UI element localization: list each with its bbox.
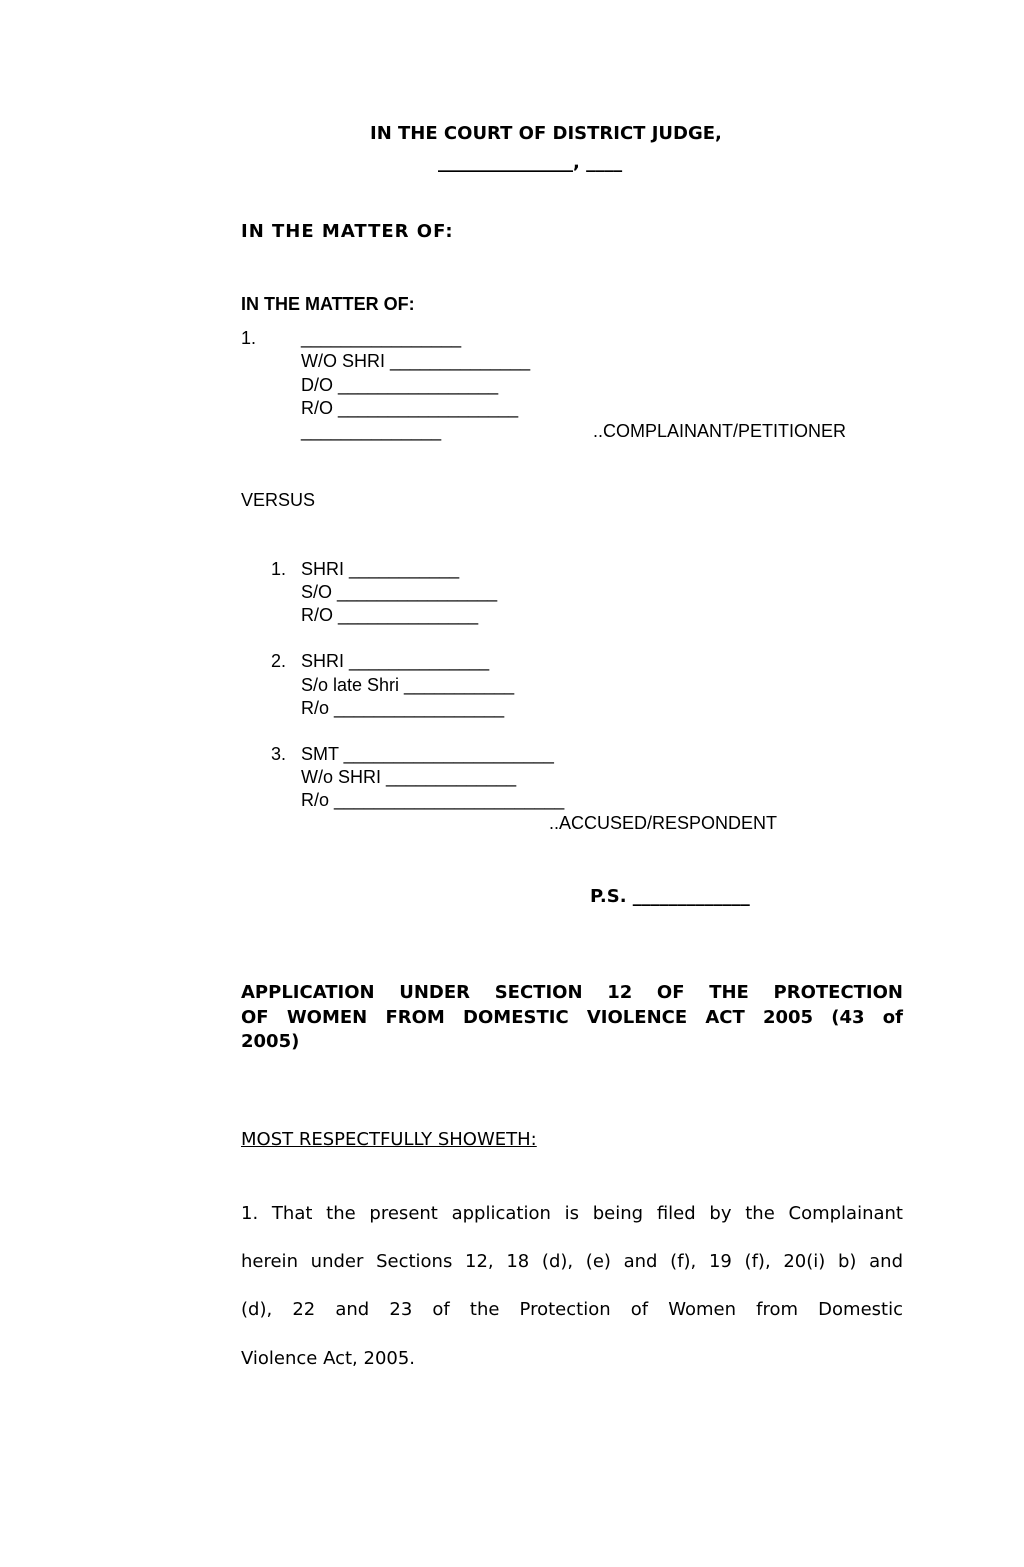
respondent-parent: S/O ________________ bbox=[301, 582, 498, 602]
paragraph-line: (d), 22 and 23 of the Protection of Women from Domestic bbox=[241, 1299, 903, 1320]
complainant-name-blank: ________________ bbox=[301, 328, 462, 348]
court-place-line: _______________, ____ bbox=[438, 152, 623, 173]
respondent-residence: R/o _________________ bbox=[301, 698, 505, 718]
showeth-heading: MOST RESPECTFULLY SHOWETH: bbox=[241, 1129, 537, 1150]
matter-heading-secondary: IN THE MATTER OF: bbox=[241, 294, 415, 314]
respondent-spouse: W/o SHRI _____________ bbox=[301, 767, 517, 787]
versus-label: VERSUS bbox=[241, 490, 316, 510]
respondent-name: SHRI ______________ bbox=[301, 651, 490, 671]
complainant-role: ..COMPLAINANT/PETITIONER bbox=[593, 421, 847, 441]
complainant-resident-of: R/O __________________ bbox=[301, 398, 519, 418]
matter-heading-primary: IN THE MATTER OF: bbox=[241, 221, 454, 242]
respondent-name: SHRI ___________ bbox=[301, 559, 460, 579]
application-title-line: APPLICATION UNDER SECTION 12 OF THE PROTECTION bbox=[241, 982, 903, 1003]
respondent-number: 2. bbox=[271, 651, 287, 671]
application-title-line: OF WOMEN FROM DOMESTIC VIOLENCE ACT 2005 (43 of bbox=[241, 1007, 903, 1028]
application-title-line: 2005) bbox=[241, 1031, 300, 1052]
police-station-line: P.S. _____________ bbox=[590, 886, 750, 907]
paragraph-line: 1. That the present application is being filed by the Complainant bbox=[241, 1203, 903, 1224]
complainant-number: 1. bbox=[241, 328, 257, 348]
respondent-residence: R/O ______________ bbox=[301, 605, 479, 625]
respondent-number: 1. bbox=[271, 559, 287, 579]
respondent-residence: R/o _______________________ bbox=[301, 790, 565, 810]
paragraph-line: herein under Sections 12, 18 (d), (e) and (f), 19 (f), 20(i) b) and bbox=[241, 1251, 903, 1272]
court-title: IN THE COURT OF DISTRICT JUDGE, bbox=[370, 123, 722, 144]
complainant-daughter-of: D/O ________________ bbox=[301, 375, 499, 395]
paragraph-line: Violence Act, 2005. bbox=[241, 1348, 416, 1369]
respondent-number: 3. bbox=[271, 744, 287, 764]
complainant-extra-blank: ______________ bbox=[301, 421, 442, 441]
respondent-parent: S/o late Shri ___________ bbox=[301, 675, 515, 695]
respondent-role: ..ACCUSED/RESPONDENT bbox=[549, 813, 778, 833]
respondent-name: SMT _____________________ bbox=[301, 744, 554, 764]
complainant-wife-of: W/O SHRI ______________ bbox=[301, 351, 531, 371]
